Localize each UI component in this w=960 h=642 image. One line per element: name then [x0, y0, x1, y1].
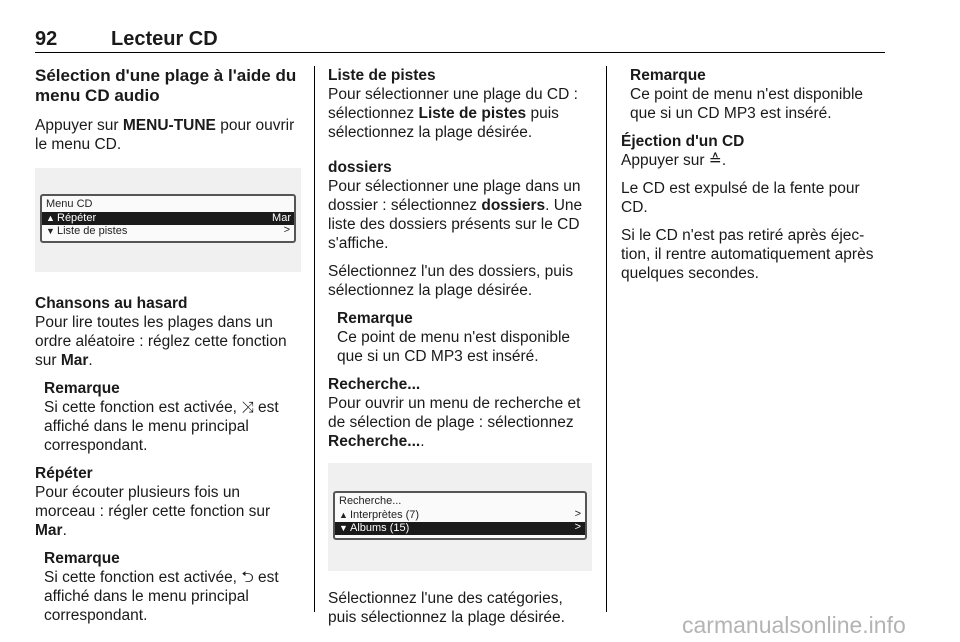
section-heading: Sélection d'une plage à l'aide du menu CD audio: [35, 66, 297, 105]
column-2: [328, 66, 592, 636]
chevron-right-icon: >: [283, 224, 290, 236]
search-paragraph: [328, 394, 592, 451]
folders-label: dossiers: [481, 197, 546, 214]
mar-label: Mar: [35, 522, 63, 539]
intro-paragraph: [35, 116, 301, 154]
page-number: 92: [35, 28, 58, 50]
eject-heading: Éjection d'un CD: [621, 133, 745, 150]
text: .: [88, 352, 93, 369]
search-screen: [333, 491, 587, 540]
search-label: Recherche...: [328, 433, 421, 450]
text: .: [62, 522, 67, 539]
folders-heading: dossiers: [328, 159, 392, 176]
chevron-right-icon: >: [574, 521, 581, 533]
repeat-paragraph: [35, 483, 301, 540]
note-title: Remarque: [44, 380, 120, 397]
arrow-up-icon: ▲: [46, 213, 55, 223]
repeat-icon: ⮌: [241, 569, 254, 586]
screen-row-track-list: [42, 225, 294, 238]
folders-paragraph: [328, 177, 592, 253]
note-title: Remarque: [337, 310, 413, 327]
text: Si cette fonction est activée,: [44, 569, 242, 586]
text: est affiché dans le menu principal correspondant.: [44, 399, 279, 454]
note-title: Remarque: [630, 67, 706, 84]
menu-cd-screen: [40, 194, 296, 243]
folders-paragraph-2: Sélectionnez l'un des dossiers, puis sélectionnez la plage désirée.: [328, 263, 574, 299]
text: . Une liste des dossiers présents sur le CD s'affiche.: [328, 197, 583, 252]
row-label: Interprètes (7): [350, 509, 420, 521]
screen-row-artists: [335, 509, 585, 522]
arrow-down-icon: ▼: [46, 226, 55, 236]
text: .: [721, 152, 727, 169]
note-repeat: [44, 549, 301, 625]
track-list-label: Liste de pistes: [418, 105, 527, 122]
tracks-paragraph: [328, 85, 592, 142]
shuffle-paragraph: [35, 313, 301, 370]
note-body: [44, 568, 301, 625]
text: Appuyer sur: [35, 117, 123, 134]
eject-paragraph: [621, 151, 887, 170]
screen-row-albums: [335, 522, 585, 535]
column-divider-2: [606, 66, 607, 612]
note-title: Remarque: [44, 550, 120, 567]
text: Pour lire toutes les plages dans un ordre aléatoire : réglez cette fonction sur: [35, 314, 287, 369]
eject-icon: ≙: [708, 152, 722, 169]
after-paragraph: Sélectionnez l'une des catégories, puis sélectionnez la plage désirée.: [328, 590, 565, 626]
text: .: [420, 433, 425, 450]
text: Pour ouvrir un menu de recherche et de sélection de plage : sélectionnez: [328, 395, 581, 431]
column-3: [621, 66, 887, 292]
shuffle-heading: Chansons au hasard: [35, 295, 188, 312]
note-body: [44, 398, 301, 455]
chevron-right-icon: >: [574, 508, 581, 520]
arrow-up-icon: ▲: [339, 510, 348, 520]
note-mp3-2: [630, 66, 887, 123]
column-divider-1: [314, 66, 315, 612]
eject-paragraph-3: Si le CD n'est pas retiré après éjec- tion, il rentre automatiquement après quelques secondes.: [621, 227, 874, 282]
note-shuffle: [44, 379, 301, 455]
watermark: carmanualsonline.info: [682, 612, 906, 638]
screen-row-repeat: [42, 212, 294, 225]
text: Pour sélectionner une plage du CD : sélectionnez: [328, 86, 578, 122]
shuffle-icon: ⤨: [241, 399, 254, 416]
menu-tune-label: MENU-TUNE: [122, 117, 216, 134]
screen-title: Recherche...: [339, 495, 402, 507]
note-mp3: [337, 309, 592, 366]
row-label: Liste de pistes: [57, 225, 128, 237]
search-heading: Recherche...: [328, 376, 421, 393]
text: est affiché dans le menu principal correspondant.: [44, 569, 279, 624]
screen-title: Menu CD: [46, 198, 93, 210]
row-label: Répéter: [57, 212, 97, 224]
search-screenshot: [328, 463, 592, 571]
note-body: Ce point de menu n'est disponible que si un CD MP3 est inséré.: [337, 329, 571, 365]
row-value: Mar: [272, 212, 291, 224]
text: Si cette fonction est activée,: [44, 399, 242, 416]
text: Pour sélectionner une plage dans un dossier : sélectionnez: [328, 178, 581, 214]
arrow-down-icon: ▼: [339, 523, 348, 533]
tracks-heading: Liste de pistes: [328, 67, 436, 84]
text: pour ouvrir le menu CD.: [35, 117, 295, 153]
page-header: [35, 28, 885, 50]
note-body: Ce point de menu n'est disponible que si un CD MP3 est inséré.: [630, 86, 864, 122]
chapter-title: Lecteur CD: [111, 28, 218, 50]
row-label: Albums (15): [350, 522, 410, 534]
text: Pour écouter plusieurs fois un morceau : régler cette fonction sur: [35, 484, 271, 520]
repeat-heading: Répéter: [35, 465, 93, 482]
text: Appuyer sur: [621, 152, 709, 169]
menu-cd-screenshot: [35, 168, 301, 272]
column-1: [35, 66, 301, 634]
mar-label: Mar: [60, 352, 89, 369]
text: puis sélectionnez la plage désirée.: [328, 105, 559, 141]
header-rule: [35, 52, 885, 53]
eject-paragraph-2: Le CD est expulsé de la fente pour CD.: [621, 180, 860, 216]
